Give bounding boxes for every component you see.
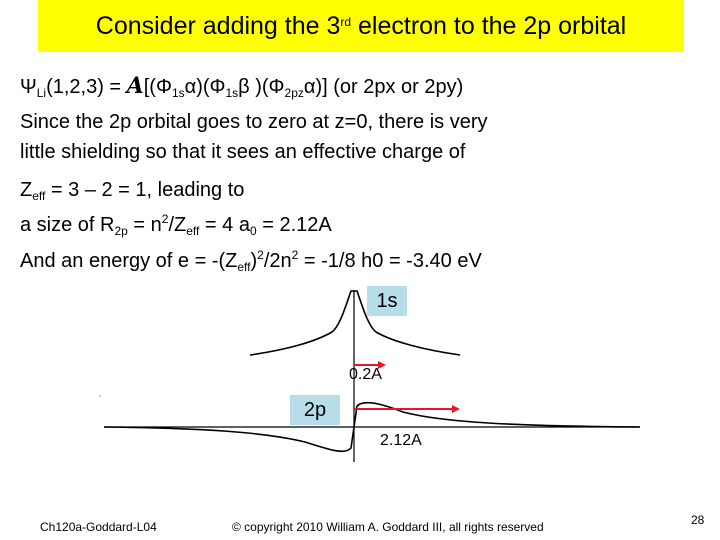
- wavefunction-line: $\Psi_{Li}(1,2,3) = A[(\Phi_{1s}\alpha)(\Phi_{1s}\beta$ )$(\Phi_{2pz}\alpha)$] (or 2px or 2py): [20, 73, 464, 100]
- footer-copyright: © copyright 2010 William A. Goddard III, all rights reserved: [232, 520, 544, 534]
- label-2-12A: 2.12A: [380, 432, 422, 449]
- text-line-1: Since the 2p orbital goes to zero at z=0, there is very: [20, 111, 488, 133]
- page-number: 28: [691, 513, 705, 527]
- energy-line: And an energy of $e = -(Z_{eff})^2/2n^2 = -1/8$ h0 = -3.40 eV: [20, 248, 482, 274]
- slide-title: Consider adding the 3rd electron to the 2p orbital: [95, 12, 627, 40]
- antisymmetrizer-symbol: A: [126, 73, 144, 99]
- size-line: a size of $R_{2p} = n^2/Z_{eff} = 4$ $a_0 = 2.12A$: [20, 212, 332, 238]
- zeff-line: $Z_{eff} = 3 - 2 = 1$, leading to: [20, 179, 245, 203]
- 1s-orbital-curve: [250, 291, 460, 355]
- text-line-2: little shielding so that it sees an effective charge of: [20, 141, 466, 163]
- arrow-2-12A-head: [452, 405, 460, 413]
- label-0-2A: 0.2A: [349, 366, 382, 383]
- label-1s: 1s: [367, 286, 407, 316]
- label-2p: 2p: [290, 395, 340, 425]
- footer-course: Ch120a-Goddard-L04: [40, 520, 157, 534]
